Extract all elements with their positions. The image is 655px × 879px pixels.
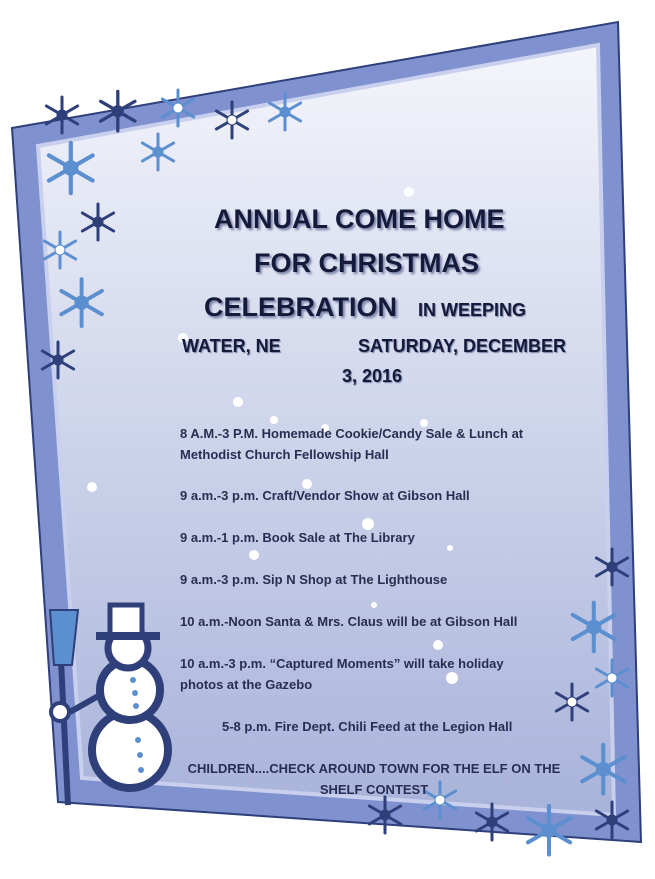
title-location-1: IN WEEPING — [418, 300, 527, 320]
event-item: 5-8 p.m. Fire Dept. Chili Feed at the Legion Hall — [222, 719, 513, 734]
title-date-1: SATURDAY, DECEMBER — [358, 336, 567, 356]
event-item: 9 a.m.-3 p.m. Craft/Vendor Show at Gibson Hall — [180, 488, 470, 503]
footer-note: CHILDREN....CHECK AROUND TOWN FOR THE ELF ON THE SHELF CONTEST — [187, 761, 561, 797]
event-item: 9 a.m.-1 p.m. Book Sale at The Library — [180, 530, 415, 545]
event-item: 10 a.m.-Noon Santa & Mrs. Claus will be at Gibson Hall — [180, 614, 518, 629]
event-item: 9 a.m.-3 p.m. Sip N Shop at The Lighthouse — [180, 572, 448, 587]
title-line-2: FOR CHRISTMAS — [254, 248, 479, 278]
event-item: 8 A.M.-3 P.M. Homemade Cookie/Candy Sale & Lunch at Methodist Church Fellowship Hall — [180, 426, 524, 462]
title-line-3: CELEBRATION — [204, 292, 397, 322]
event-item: 10 a.m.-3 p.m. “Captured Moments” will take holiday photos at the Gazebo — [180, 656, 504, 692]
title-line-1: ANNUAL COME HOME — [214, 204, 505, 234]
snowman-icon — [50, 605, 168, 805]
title-location-2: WATER, NE — [182, 336, 281, 356]
title-date-2: 3, 2016 — [342, 366, 403, 386]
